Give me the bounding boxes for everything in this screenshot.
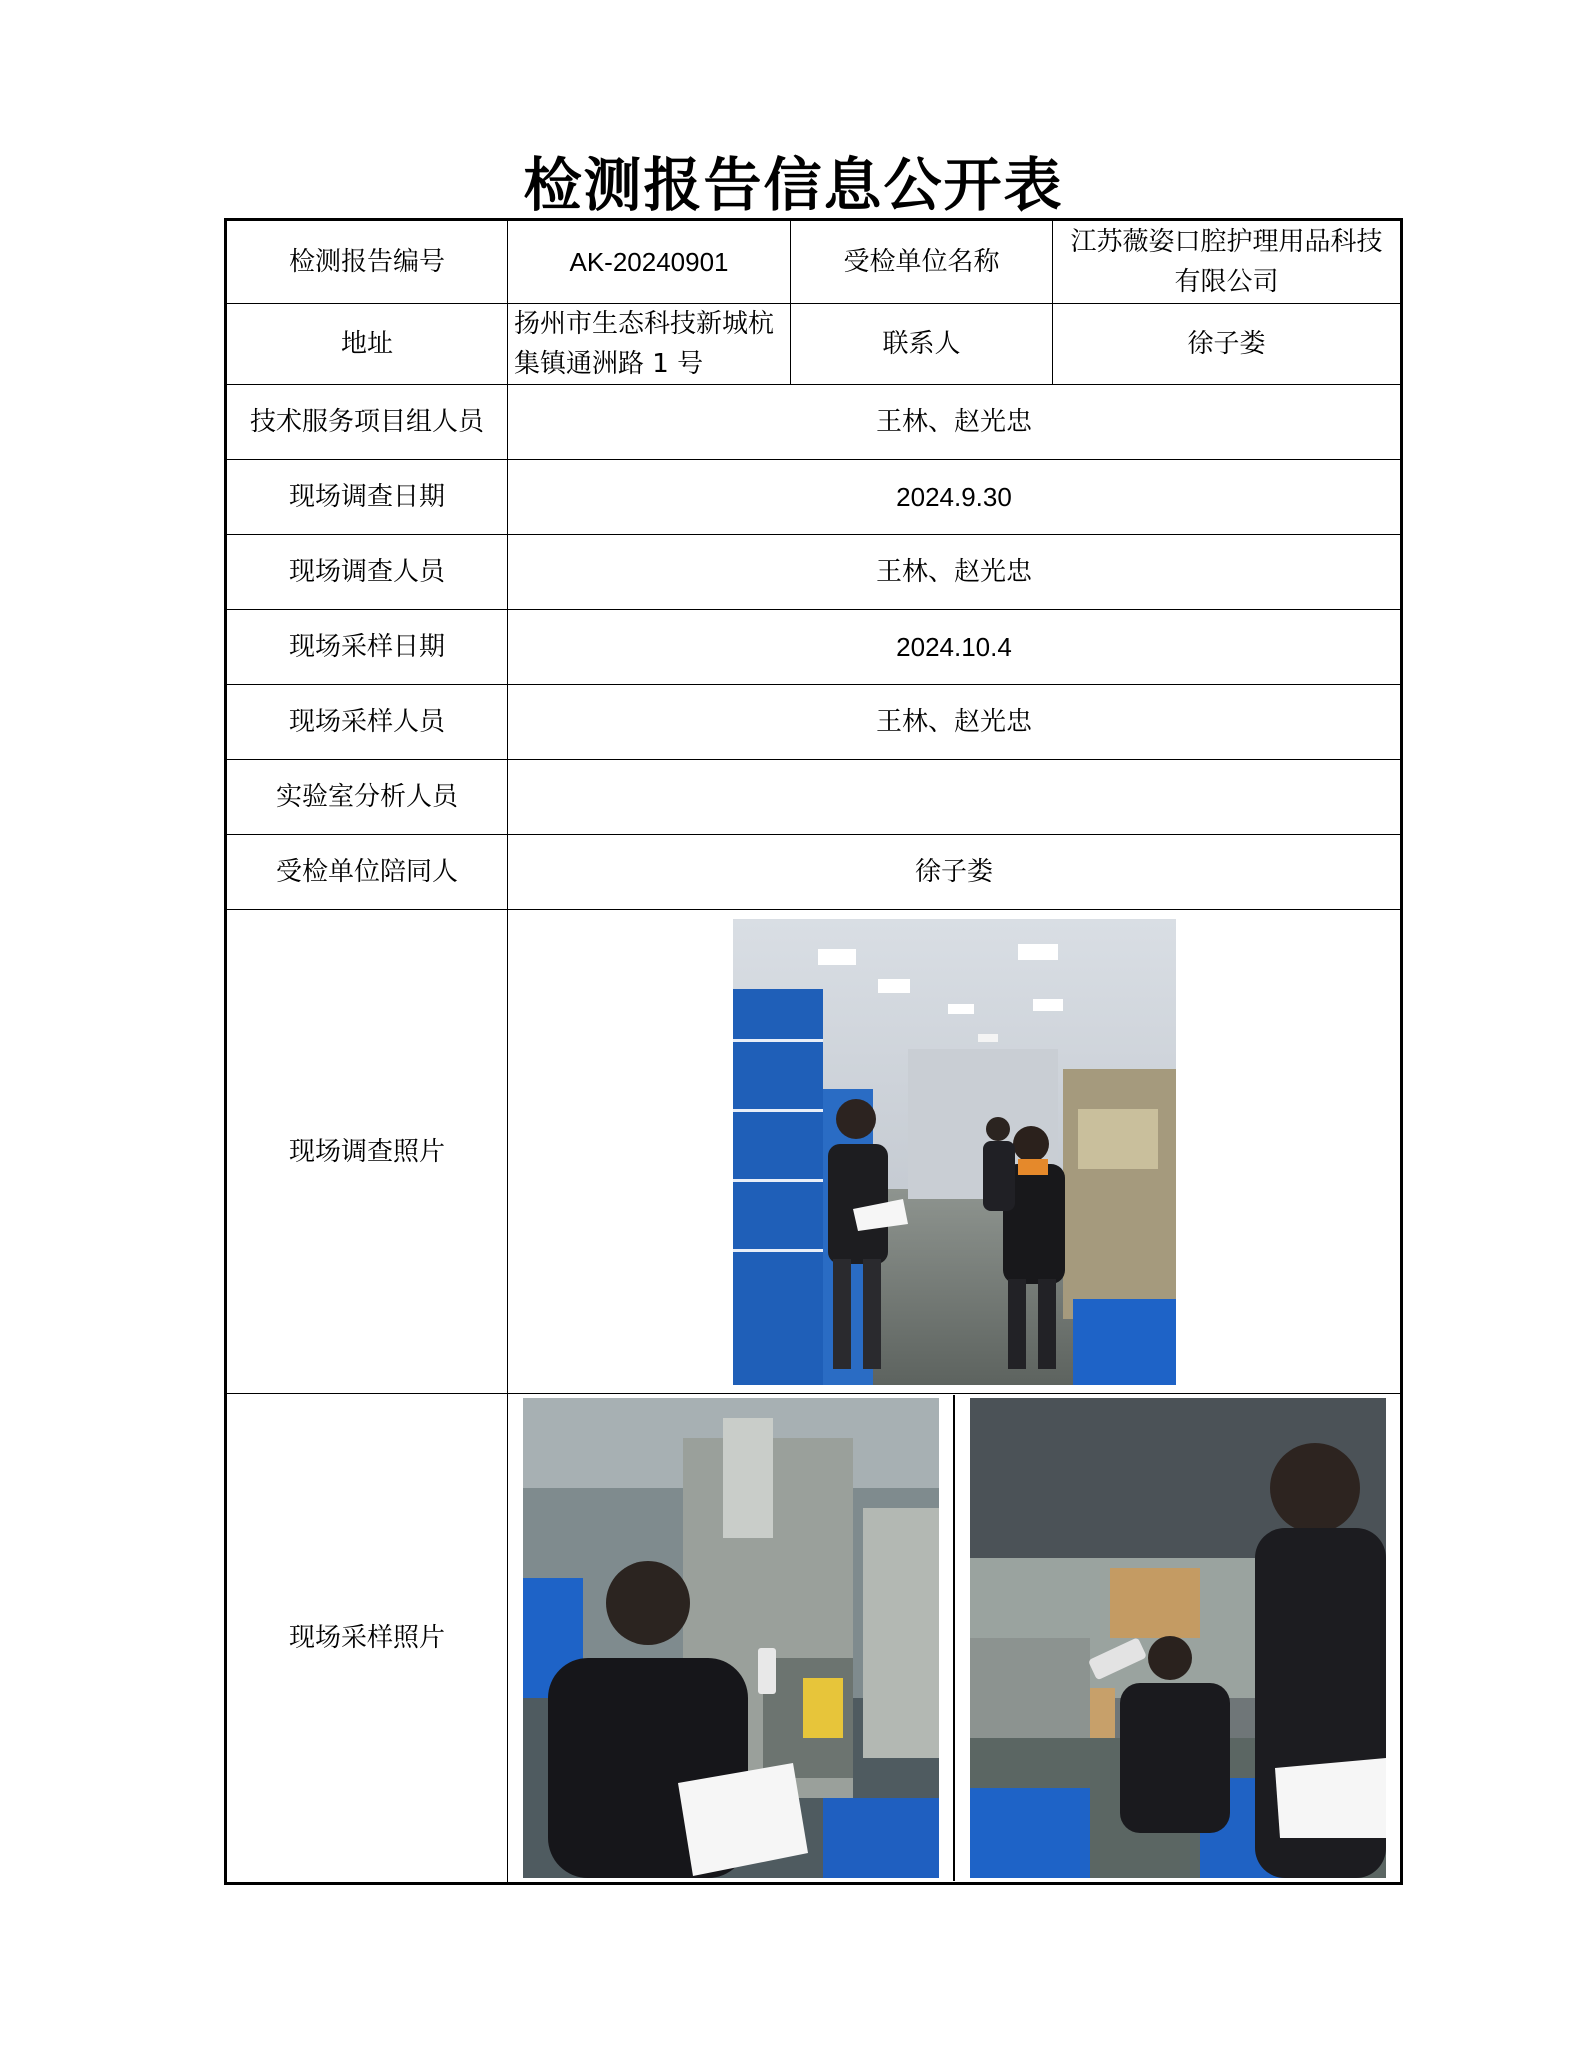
- team-value: 王林、赵光忠: [508, 385, 1402, 460]
- survey-photo: [733, 919, 1176, 1385]
- table-row: [226, 685, 1402, 760]
- survey-staff-value: 王林、赵光忠: [508, 535, 1402, 610]
- sampling-staff-label: 现场采样人员: [226, 685, 508, 760]
- report-no-label: 检测报告编号: [226, 220, 508, 304]
- table-row: [226, 910, 1402, 1394]
- sampling-date-value: 2024.10.4: [508, 610, 1402, 685]
- lab-staff-label: 实验室分析人员: [226, 760, 508, 835]
- survey-photo-label: 现场调查照片: [226, 910, 508, 1394]
- unit-name-value: 江苏薇姿口腔护理用品科技有限公司: [1053, 220, 1402, 304]
- survey-date-label: 现场调查日期: [226, 460, 508, 535]
- sampling-photo-left-wrap: [508, 1395, 953, 1881]
- contact-label: 联系人: [791, 304, 1053, 385]
- table-row: [226, 835, 1402, 910]
- survey-staff-label: 现场调查人员: [226, 535, 508, 610]
- unit-name-label: 受检单位名称: [791, 220, 1053, 304]
- team-label: 技术服务项目组人员: [226, 385, 508, 460]
- sampling-photos-cell: [508, 1394, 1402, 1884]
- survey-date-value: 2024.9.30: [508, 460, 1402, 535]
- sampling-photo-label: 现场采样照片: [226, 1394, 508, 1884]
- report-info-table: [224, 218, 1403, 1885]
- escort-value: 徐子娄: [508, 835, 1402, 910]
- sampling-staff-value: 王林、赵光忠: [508, 685, 1402, 760]
- survey-photo-cell: [508, 910, 1402, 1394]
- lab-staff-value: [508, 760, 1402, 835]
- contact-value: 徐子娄: [1053, 304, 1402, 385]
- table-row: [226, 610, 1402, 685]
- table-row: [226, 385, 1402, 460]
- table-row: [226, 460, 1402, 535]
- sampling-photo-pair: [508, 1395, 1400, 1881]
- sampling-date-label: 现场采样日期: [226, 610, 508, 685]
- table-row: [226, 535, 1402, 610]
- sampling-photo-left: [523, 1398, 939, 1878]
- sampling-photo-right: [970, 1398, 1386, 1878]
- table-row: [226, 220, 1402, 304]
- table-row: [226, 304, 1402, 385]
- table-row: [226, 1394, 1402, 1884]
- sampling-photo-right-wrap: [953, 1395, 1400, 1881]
- address-value: 扬州市生态科技新城杭集镇通洲路 1 号: [508, 304, 791, 385]
- table-row: [226, 760, 1402, 835]
- escort-label: 受检单位陪同人: [226, 835, 508, 910]
- address-label: 地址: [226, 304, 508, 385]
- report-no-value: AK-20240901: [508, 220, 791, 304]
- page-title: 检测报告信息公开表: [523, 151, 1064, 219]
